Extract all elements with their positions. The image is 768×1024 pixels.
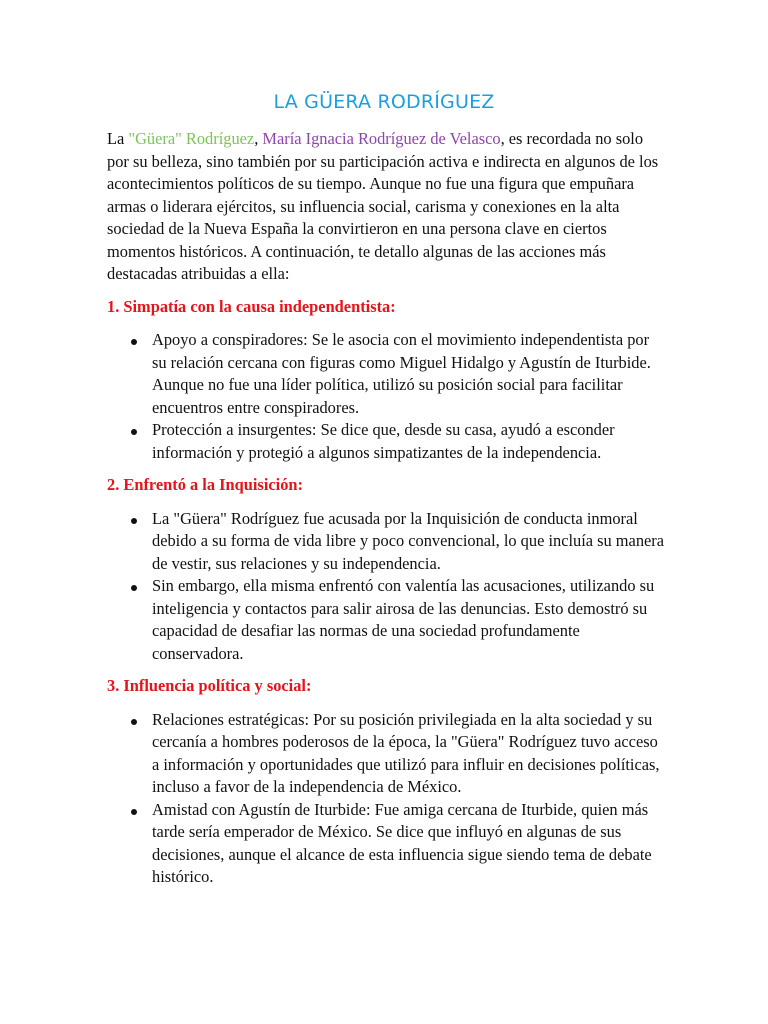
- list-item-text: Amistad con Agustín de Iturbide: Fue amiga cercana de Iturbide, quien más tarde sería emperador de México. Se dice que influyó en algunas de sus decisiones, aunque el alcance de esta influencia sigue siendo tema de debate histórico.: [152, 799, 652, 886]
- intro-prefix: La: [107, 129, 129, 148]
- list-item-text: Apoyo a conspiradores: Se le asocia con el movimiento independentista por su relación cercana con figuras como Miguel Hidalgo y Agustín de Iturbide. Aunque no fue una líder política, utilizó su posición social para facilitar encuentros entre conspiradores.: [152, 330, 651, 417]
- list-item: [107, 709, 667, 799]
- bullet-icon: [131, 429, 137, 435]
- list-item: [107, 419, 667, 464]
- intro-nickname: "Güera" Rodríguez: [128, 129, 255, 148]
- section-bullet-list: [107, 329, 667, 464]
- document-body: [107, 128, 667, 899]
- bullet-icon: [131, 585, 137, 591]
- bullet-icon: [131, 719, 137, 725]
- section-heading: 1. Simpatía con la causa independentista:: [107, 296, 396, 316]
- bullet-icon: [131, 809, 137, 815]
- list-item: [107, 329, 667, 419]
- list-item-text: Protección a insurgentes: Se dice que, desde su casa, ayudó a esconder información y protegió a algunos simpatizantes de la independencia.: [152, 420, 615, 462]
- bullet-icon: [131, 339, 137, 345]
- section-heading: 3. Influencia política y social:: [107, 676, 312, 695]
- list-item: [107, 508, 667, 576]
- section-heading: 2. Enfrentó a la Inquisición:: [107, 475, 303, 494]
- document-title: LA GÜERA RODRÍGUEZ: [273, 91, 495, 113]
- list-item: [107, 799, 667, 889]
- intro-body: , es recordada no solo por su belleza, sino también por su participación activa e indirecta en algunos de los acontecimientos políticos de su tiempo. Aunque no fue una figura que empuñara armas o liderara ejércitos, su influencia social, carisma y conexiones en la alta sociedad de la Nueva España la convirtieron en una persona clave en ciertos momentos históricos. A continuación, te detallo algunas de las acciones más destacadas atribuidas a ella:: [107, 129, 659, 283]
- list-item-text: Sin embargo, ella misma enfrentó con valentía las acusaciones, utilizando su inteligencia y contactos para salir airosa de las denuncias. Esto demostró su capacidad de desafiar las normas de una sociedad profundamente conservadora.: [152, 576, 655, 663]
- section-bullet-list: [107, 508, 667, 666]
- list-item-text: Relaciones estratégicas: Por su posición privilegiada en la alta sociedad y su cercanía a hombres poderosos de la época, la "Güera" Rodríguez tuvo acceso a información y oportunidades que utilizó para influir en decisiones políticas, incluso a favor de la independencia de México.: [152, 709, 660, 796]
- intro-full-name: María Ignacia Rodríguez de Velasco: [262, 129, 501, 148]
- list-item: [107, 575, 667, 665]
- section-bullet-list: [107, 709, 667, 889]
- bullet-icon: [131, 518, 137, 524]
- intro-separator: ,: [254, 129, 263, 148]
- intro-paragraph: [107, 128, 667, 286]
- list-item-text: La "Güera" Rodríguez fue acusada por la Inquisición de conducta inmoral debido a su forma de vida libre y poco convencional, lo que incluía su manera de vestir, sus relaciones y su independencia.: [152, 508, 665, 573]
